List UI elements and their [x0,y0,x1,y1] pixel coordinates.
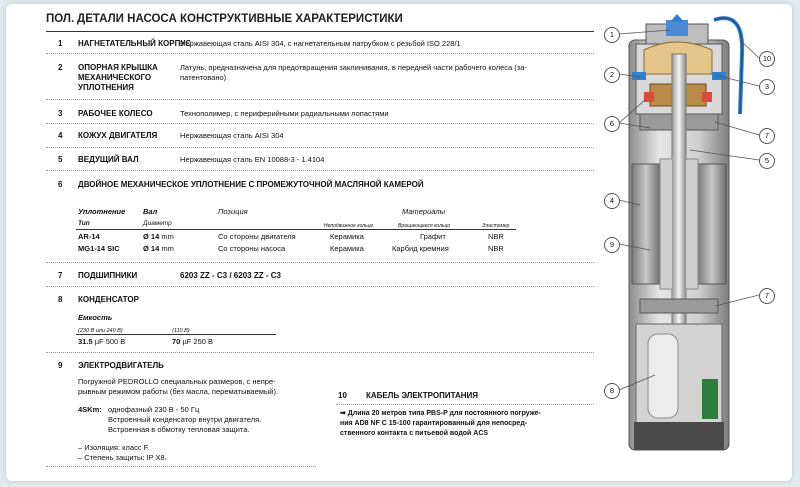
row-divider [46,123,594,124]
seal-row-dia-val: Ø 14 [143,244,160,253]
seal-h-diameter: Диаметр [143,220,172,227]
motor-notes [78,443,167,463]
callout-10: 10 [759,51,775,67]
seal-h-materials: Материалы [402,207,446,216]
row-2-name [78,63,158,93]
row-divider [46,147,594,148]
seal-row-type: AR-14 [78,232,100,241]
pump-cutaway-illustration [594,14,784,476]
row-5-name: ВЕДУЩИЙ ВАЛ [78,155,139,164]
row-3-num: 3 [58,109,63,118]
row-6-title: ДВОЙНОЕ МЕХАНИЧЕСКОЕ УПЛОТНЕНИЕ С ПРОМЕЖУТОЧНОЙ МАСЛЯНОЙ КАМЕРОЙ [78,180,424,189]
row-2-desc-line: патентовано) [180,73,227,82]
motor-desc [78,377,278,397]
seal-row-rot: Графит [420,232,446,241]
condenser-v1 [78,337,125,347]
motor-spec-line: Встроенный конденсатор внутри двигателя. [108,415,262,424]
callout-4: 4 [604,193,620,209]
header-rule [46,31,594,32]
callout-7: 7 [759,128,775,144]
row-2-name-line: УПЛОТНЕНИЯ [78,83,134,92]
callout-5: 5 [759,153,775,169]
row-5-desc: Нержавеющая сталь EN 10088-3 - 1.4104 [180,155,325,164]
row-divider [46,352,594,353]
seal-row-rot: Карбид кремния [392,244,449,253]
row-4-desc: Нержавеющая сталь AISI 304 [180,131,284,140]
row-divider [46,170,594,171]
seal-row-dia-val: Ø 14 [143,232,160,241]
seal-row-elast: NBR [488,232,504,241]
cable-desc-line: ➡ Длина 20 метров типа PBS-P для постоянного погруже- [340,410,541,417]
seal-row-pos: Со стороны насоса [218,244,286,253]
row-2-num: 2 [58,63,63,72]
motor-spec-line: Встроенная в обмотку тепловая защита. [108,425,250,434]
row-divider [46,262,594,263]
row-2-name-line: МЕХАНИЧЕСКОГО [78,73,152,82]
seal-row-dia [143,244,174,254]
seal-h-fixed: Неподвижное кольцо [324,223,374,229]
capacitor [648,334,678,418]
condenser-v1-unit: µF 500 В [94,337,126,346]
seal-table-rule [76,229,516,230]
seal-row-elast: NBR [488,244,504,253]
seal-row-dia [143,232,174,242]
cable-name: КАБЕЛЬ ЭЛЕКТРОПИТАНИЯ [366,391,479,400]
cable-num: 10 [338,391,347,400]
row-8-num: 8 [58,295,63,304]
seal-h-rotating: Вращающееся кольцо [398,223,451,229]
condenser-rule [76,334,276,335]
row-5-num: 5 [58,155,63,164]
row-1-name: НАГНЕТАТЕЛЬНЫЙ КОРПУС [78,39,192,48]
callout-9: 9 [604,237,620,253]
callout-1: 1 [604,27,620,43]
callout-2: 2 [604,67,620,83]
header-parts: ДЕТАЛИ НАСОСА [77,13,177,25]
row-2-desc [180,63,527,83]
condenser-capacity: Емкость [78,313,113,322]
seal-h-shaft: Вал [143,207,158,216]
row-divider [46,53,594,54]
callout-8: 8 [604,383,620,399]
condenser-v1-cap: 31.5 [78,337,93,346]
row-divider [46,286,594,287]
motor-model: 4SKm: [78,405,102,414]
seal-row-fixed: Керамика [330,244,364,253]
condenser-v1-label: (230 В или 240 В) [78,328,123,334]
row-7-num: 7 [58,271,63,280]
row-2-desc-line: Латунь, предназначена для предотвращения заклинивания, в передней части рабочего колеса (за- [180,63,527,72]
row-3-desc: Технополимер, с периферийными радиальными лопастями [180,109,389,118]
condenser-v2 [172,337,213,347]
cable-desc-line: ния AD8 NF C 15-100 гарантированный для непосред- [340,420,528,427]
row-7-name: ПОДШИПНИКИ [78,271,138,280]
row-2-name-line: ОПОРНАЯ КРЫШКА [78,63,158,72]
row-9-name: ЭЛЕКТРОДВИГАТЕЛЬ [78,361,164,370]
row-1-desc: Нержавеющая сталь AISI 304, с нагнетательным патрубком с резьбой ISO 228/1 [180,39,461,48]
header-pos: ПОЛ. [46,13,75,25]
motor-desc-line: Погружной PEDROLLO специальных размеров, с непре- [78,377,276,386]
motor-note: – Изоляция: класс F. [78,443,150,452]
callout-6: 6 [604,116,620,132]
row-6-num: 6 [58,180,63,189]
row-7-value: 6203 ZZ - C3 / 6203 ZZ - C3 [180,271,281,280]
cable-desc [340,409,541,439]
cable-rule [336,404,594,405]
header-chars: КОНСТРУКТИВНЫЕ ХАРАКТЕРИСТИКИ [180,13,403,25]
callout-7: 7 [759,288,775,304]
row-4-num: 4 [58,131,63,140]
row-1-num: 1 [58,39,63,48]
motor-spec-line: однофазный 230 В - 50 Гц [108,405,200,414]
row-9-num: 9 [58,361,63,370]
row-3-name: РАБОЧЕЕ КОЛЕСО [78,109,153,118]
seal-row-fixed: Керамика [330,232,364,241]
condenser-v2-label: (110 В) [172,328,190,334]
motor-note: – Степень защиты: IP X8. [78,453,167,462]
seal-h-type: Тип [78,220,90,227]
row-divider [46,466,316,467]
callout-3: 3 [759,79,775,95]
row-divider [46,99,594,100]
condenser-v2-cap: 70 [172,337,181,346]
seal-h-position: Позиция [218,207,248,216]
seal-row-type: MG1-14 SIC [78,244,120,253]
seal-row-dia-unit: mm [161,244,174,253]
seal-row-pos: Со стороны двигателя [218,232,296,241]
condenser-v2-unit: µF 250 В [182,337,214,346]
seal-h-elastomer: Эластомер [482,223,510,229]
seal-h-seal: Уплотнение [78,207,126,216]
row-8-name: КОНДЕНСАТОР [78,295,139,304]
row-4-name: КОЖУХ ДВИГАТЕЛЯ [78,131,158,140]
seal-row-dia-unit: mm [161,232,174,241]
cable-desc-line: ственного контакта с питьевой водой ACS [340,430,489,437]
motor-desc-line: рывным режимом работы (без масла, перематываемый). [78,387,279,396]
motor-spec [108,405,261,435]
